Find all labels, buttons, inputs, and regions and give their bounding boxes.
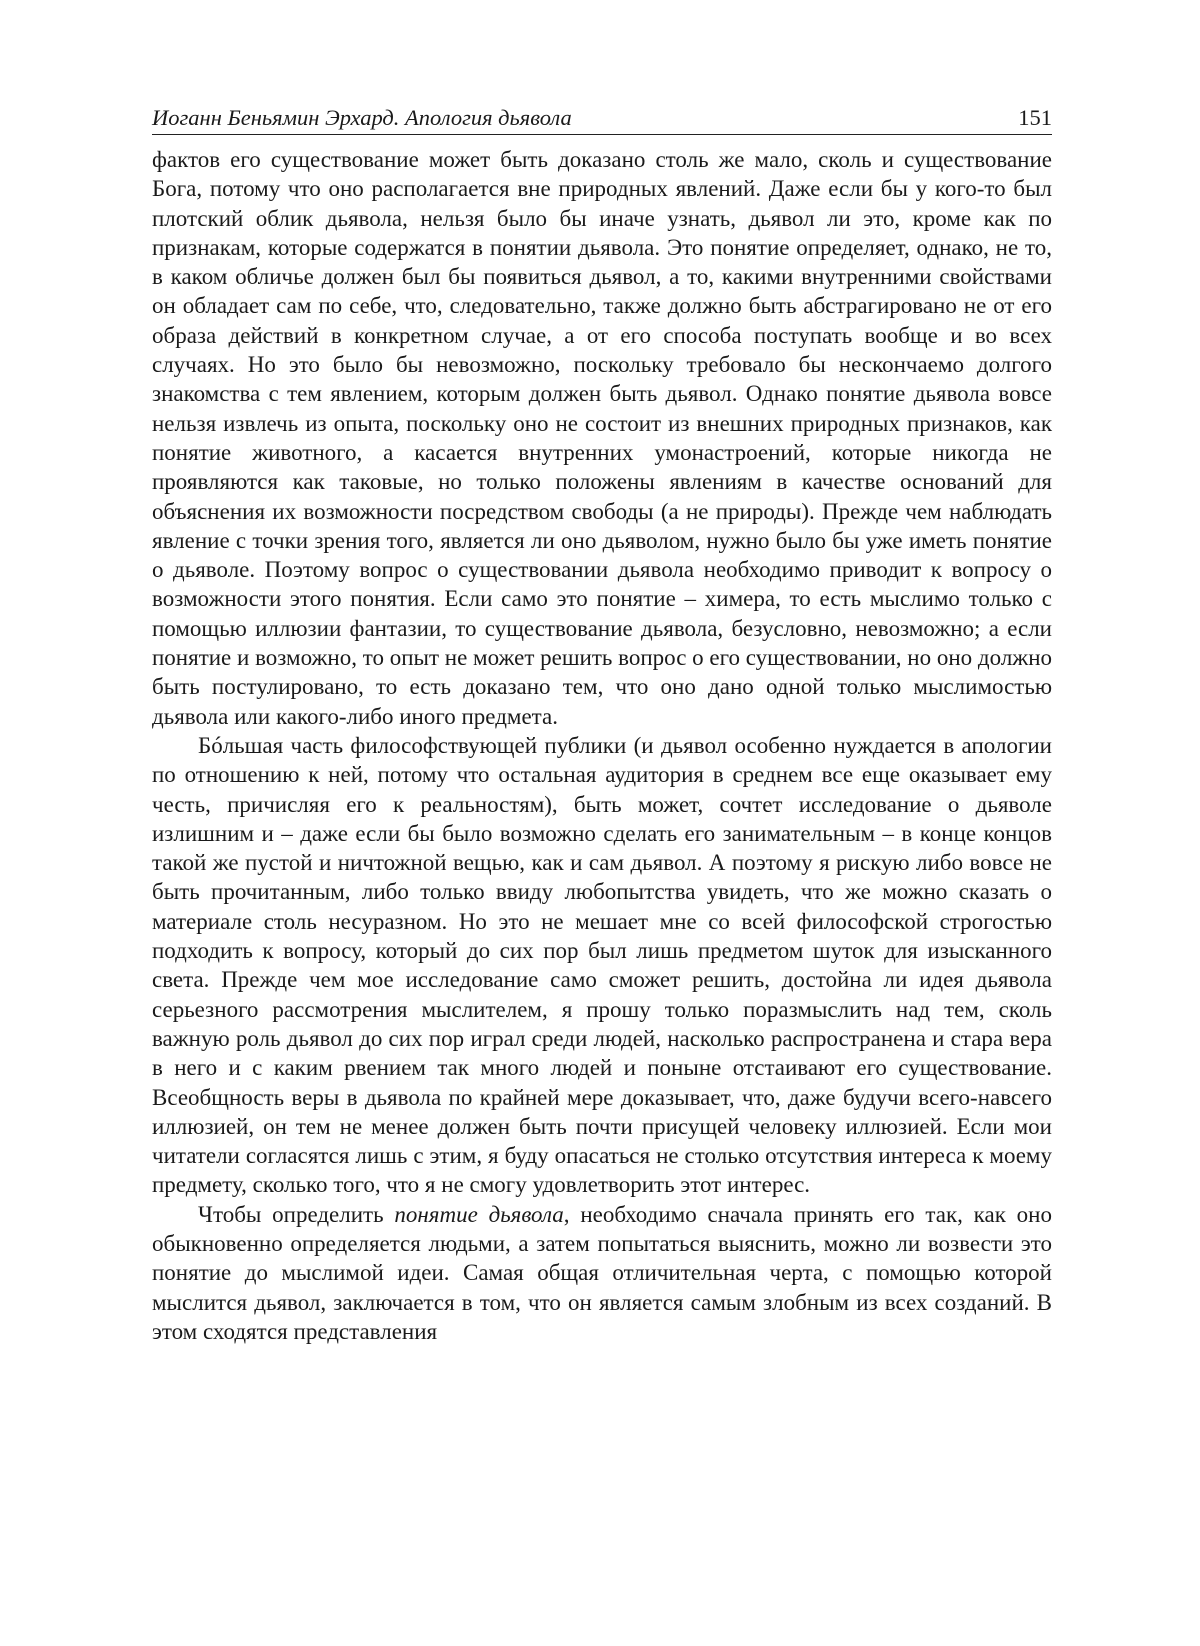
running-title: Иоганн Беньямин Эрхард. Апология дьявола bbox=[152, 105, 572, 130]
paragraph-3 bbox=[152, 1200, 1052, 1346]
page-number: 151 bbox=[1018, 105, 1052, 130]
paragraph-2: Бóльшая часть философствующей публики (и дьявол особенно нуждается в апологии по отношению к ней, потому что остальная аудитория в среднем все еще оказывает ему честь, причисляя его к реальностям), быть может, сочтет исследование о дьяволе излишним и – даже если бы было возможно сделать его занимательным – в конце концов такой же пустой и ничтожной вещью, как и сам дьявол. А поэтому я рискую либо вовсе не быть прочитанным, либо только ввиду любопытства увидеть, что же можно сказать о материале столь несуразном. Но это не мешает мне со всей философской строгостью подходить к вопросу, который до сих пор был лишь предметом шуток для изысканного света. Прежде чем мое исследование само сможет решить, достойна ли идея дьявола серьезного рассмотрения мыслителем, я прошу только поразмыслить над тем, сколь важную роль дьявол до сих пор играл среди людей, насколько распространена и стара вера в него и с каким рвением так много людей и поныне отстаивают его существование. Всеобщность веры в дьявола по крайней мере доказывает, что, даже будучи всего-навсего иллюзией, он тем не менее должен быть почти присущей человеку иллюзией. Если мои читатели согласятся лишь с этим, я буду опасаться не столько отсутствия интереса к моему предмету, сколько того, что я не смогу удовлетворить этот интерес. bbox=[152, 732, 1052, 1198]
body-text bbox=[152, 145, 1052, 1346]
book-page bbox=[152, 104, 1052, 1346]
paragraph-3-emphasis: понятие дьявола bbox=[394, 1201, 564, 1227]
paragraph-3-lead: Чтобы определить bbox=[198, 1201, 395, 1227]
running-header bbox=[152, 104, 1052, 135]
paragraph-3-rest: , необходимо сначала принять его так, как оно обыкновенно определяется людьми, а затем попытаться выяснить, можно ли возвести это понятие до мыслимой идеи. Самая общая отличительная черта, с помощью которой мыслится дьявол, заключается в том, что он является самым злобным из всех созданий. В этом сходятся представления bbox=[152, 1201, 1052, 1344]
paragraph-1: фактов его существование может быть доказано столь же мало, сколь и существование Бога, потому что оно располагается вне природных явлений. Даже если бы у кого-то был плотский облик дьявола, нельзя было бы иначе узнать, дьявол ли это, кроме как по признакам, которые содержатся в понятии дьявола. Это понятие определяет, однако, не то, в каком обличье должен был бы появиться дьявол, а то, какими внутренними свойствами он обладает сам по себе, что, следовательно, также должно быть абстрагировано не от его образа действий в конкретном случае, а от его способа поступать вообще и во всех случаях. Но это было бы невозможно, поскольку требовало бы нескончаемо долгого знакомства с тем явлением, которым должен быть дьявол. Однако понятие дьявола вовсе нельзя извлечь из опыта, поскольку оно не состоит из внешних природных признаков, как понятие животного, а касается внутренних умонастроений, которые никогда не проявляются как таковые, но только положены явлениям в качестве оснований для объяснения их возможности посредством свободы (а не природы). Прежде чем наблюдать явление с точки зрения того, является ли оно дьяволом, нужно было бы уже иметь понятие о дьяволе. Поэтому вопрос о существовании дьявола необходимо приводит к вопросу о возможности этого понятия. Если само это понятие – химера, то есть мыслимо только с помощью иллюзии фантазии, то существование дьявола, безусловно, невозможно; а если понятие и возможно, то опыт не может решить вопрос о его существовании, но оно должно быть постулировано, то есть доказано тем, что оно дано одной только мыслимостью дьявола или какого-либо иного предмета. bbox=[152, 147, 1052, 729]
